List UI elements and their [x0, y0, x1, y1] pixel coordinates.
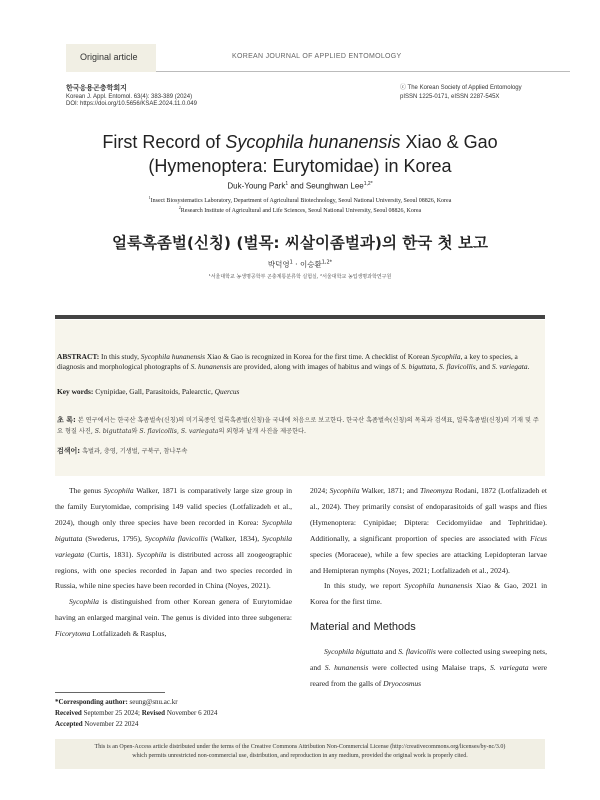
accepted-date: Accepted November 22 2024 [55, 720, 139, 728]
abstract-top-rule [55, 315, 545, 319]
korean-journal-name: 한국응용곤충학회지 [66, 85, 127, 92]
license-text: This is an Open-Access article distributed under the terms of the Creative Commons Attribution Non-Commercial License (http://creativecommons.org/licenses/by-nc/3.0) which permits unrestricted non-commercial use, distribution, and reproduction in any medium, provided the original work is properly cited. [94, 744, 506, 759]
author-email-link[interactable]: seung@snu.ac.kr [127, 698, 178, 706]
received-dates: Received September 25 2024; Revised November 6 2024 [55, 709, 218, 717]
korean-abstract: 초 록: 본 연구에서는 한국산 혹좀벌속(신칭)의 미기록종인 얼룩혹좀벌(신칭)을 국내에 처음으로 보고한다. 한국산 혹좀벌속(신칭)의 목록과 검색표, 얼룩혹좀벌(신칭)의 기재 및 주요 형질 사진, S. biguttata와 S. flavicollis, S. variegata의 외형과 날개 사진을 제공한다. [57, 416, 539, 435]
body-column-right [310, 483, 547, 692]
section-heading-methods: Material and Methods [310, 621, 416, 634]
korean-title: 얼룩혹좀벌(신칭) (벌목: 씨살이좀벌과)의 한국 첫 보고 [112, 234, 488, 252]
corresponding-author: *Corresponding author: seung@snu.ac.kr [55, 698, 178, 706]
korean-affiliation: ¹서울대학교 농생명공학부 곤충계통분류학 실험실, ²서울대학교 농업생명과학연구원 [208, 274, 392, 280]
body-column-left [55, 483, 292, 642]
header-rule [156, 71, 570, 72]
issn: pISSN 1225-0171, eISSN 2287-545X [400, 94, 500, 100]
korean-author-list: 박덕영$^1$ · 이승환$^{1,2*}$ [267, 259, 333, 269]
affiliation-2: $^2$Research Institute of Agricultural and Life Sciences, Seoul National University, Seoul 08826, Korea [178, 205, 422, 214]
intro-paragraph-3: In this study, we report Sycophila hunanensis Xiao & Gao, 2021 in Korea for the first time. [310, 581, 547, 607]
article-title-line1: First Record of Sycophila hunanensis Xiao & Gao [102, 132, 498, 152]
intro-paragraph-1: The genus Sycophila Walker, 1871 is comparatively large size group in the family Eurytomidae, comprising 149 valid species (Lotfalizadeh et al., 2024), though only three species have been recorded in Korea: Sycophila biguttata (Swederus, 1795), Sycophila flavicollis (Walker, 1834), Sycophila variegata (Curtis, 1831). Sycophila is distributed across all zoogeographic regions, with one species recorded in Japan and two species recorded in Russia, while nine species have been recorded in China (Noyes, 2021). [55, 486, 293, 591]
methods-paragraph-1: Sycophila biguttata and S. flavicollis were collected using sweeping nets, and S. hunanensis were collected using Malaise traps, S. variegata were reared from the galls of Dryocosmus [310, 647, 548, 688]
journal-running-head: KOREAN JOURNAL OF APPLIED ENTOMOLOGY [232, 53, 402, 60]
intro-paragraph-2-cont: 2024; Sycophila Walker, 1871; and Tineomyza Rodani, 1872 (Lotfalizadeh et al., 2024). They primarily consist of endoparasitoids of gall wasps and flies (Hymenoptera: Cynipidae; Diptera: Cecidomyiidae and Tephritidae). Additionally, a significant proportion of species are associated with Ficus species (Moraceae), while a few species are attacking Lepidopteran larvae and Hemipteran nymphs (Noyes, 2021; Lotfalizadeh et al., 2024). [310, 486, 547, 575]
footnote-rule [55, 692, 165, 693]
article-type-label: Original article [80, 52, 138, 62]
intro-paragraph-2: Sycophila is distinguished from other Korean genera of Eurytomidae having an enlarged marginal vein. The genus is divided into three subgenera: Ficorytoma Lotfalizadeh & Rasplus, [55, 597, 292, 639]
keywords: Key words: Cynipidae, Gall, Parasitoids, Palearctic, Quercus [57, 387, 240, 396]
copyright-notice: ⓒ The Korean Society of Applied Entomology [400, 85, 522, 91]
doi-link[interactable]: DOI: https://doi.org/10.5656/KSAE.2024.11.0.049 [66, 101, 197, 107]
korean-keywords: 검색어: 혹벌과, 충영, 기생벌, 구북구, 참나무속 [57, 447, 188, 455]
citation: Korean J. Appl. Entomol. 63(4): 383-389 (2024) [66, 94, 193, 100]
affiliation-1: $^1$Insect Biosystematics Laboratory, Department of Agricultural Biotechnology, Seoul National University, Seoul 08826, Korea [148, 195, 452, 204]
author-list: Duk-Young Park$^1$ and Seunghwan Lee$^{1,2*}$ [227, 181, 373, 191]
article-title-line2: (Hymenoptera: Eurytomidae) in Korea [148, 156, 452, 176]
abstract: ABSTRACT: In this study, Sycophila hunanensis Xiao & Gao is recognized in Korea for the first time. A checklist of Korean Sycophila, a key to species, a diagnosis and morphological photographs of S. hunanensis are provided, along with images of habitus and wings of S. biguttata, S. flavicollis, and S. variegata. [57, 352, 530, 372]
